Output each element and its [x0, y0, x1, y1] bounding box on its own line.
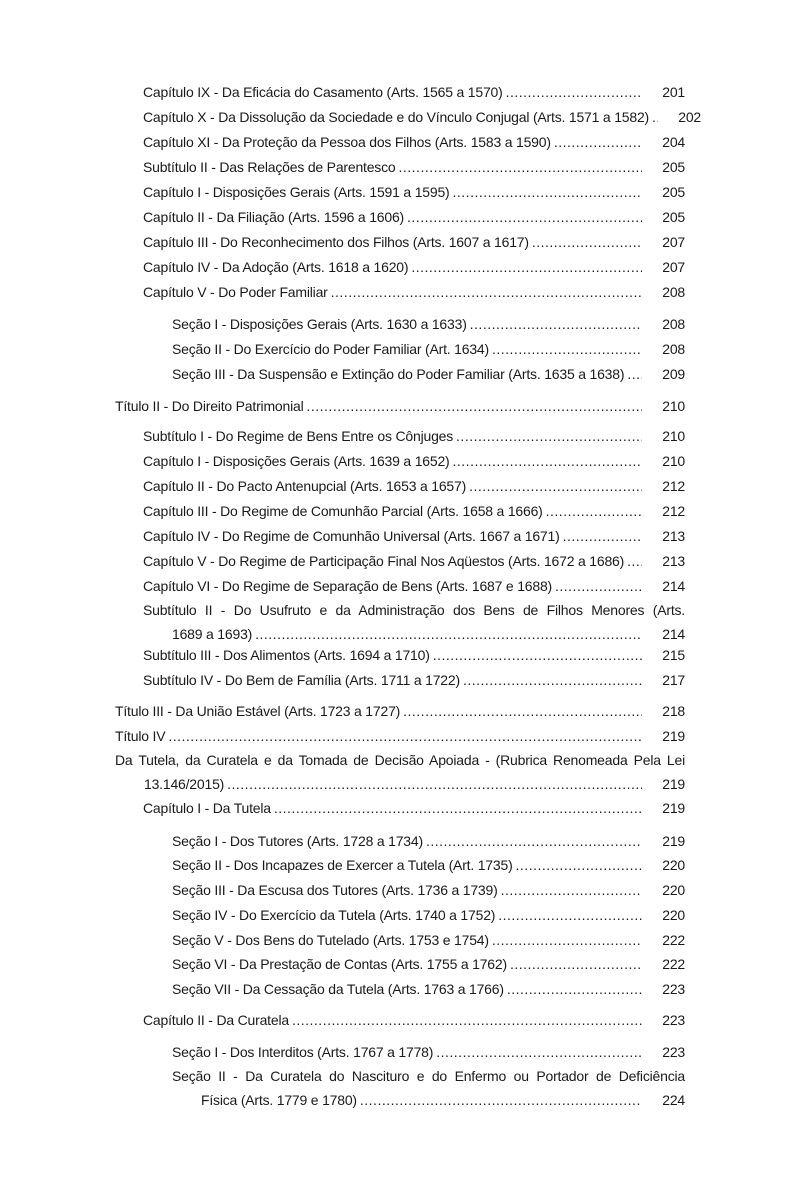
toc-entry[interactable] [172, 952, 685, 976]
toc-entry-title-continued: 1689 a 1693) [172, 626, 253, 642]
toc-page-number: 204 [662, 134, 685, 150]
dot-leader [168, 724, 642, 748]
toc-entry-title: Capítulo II - Da Curatela [143, 1012, 289, 1028]
toc-entry-title: Subtítulo IV - Do Bem de Família (Arts. 1711 a 1722) [143, 672, 460, 688]
toc-entry[interactable] [143, 280, 685, 304]
toc-entry-title: Título III - Da União Estável (Arts. 1723 a 1727) [115, 703, 401, 719]
toc-entry-title: Seção II - Dos Incapazes de Exercer a Tutela (Art. 1735) [172, 857, 513, 873]
dot-leader [403, 699, 642, 723]
toc-entry[interactable] [143, 155, 685, 179]
toc-entry[interactable] [143, 668, 685, 692]
toc-entry-title: Capítulo II - Do Pacto Antenupcial (Arts. 1653 a 1657) [143, 478, 467, 494]
toc-page-number: 223 [662, 1044, 685, 1060]
dot-leader [399, 155, 643, 179]
toc-entry[interactable] [115, 699, 685, 723]
toc-entry-title: Título IV [115, 728, 166, 744]
toc-entry[interactable] [172, 928, 685, 952]
toc-entry[interactable] [172, 977, 685, 1001]
toc-page-number: 208 [662, 341, 685, 357]
toc-entry-title: Capítulo XI - Da Proteção da Pessoa dos Filhos (Arts. 1583 a 1590) [143, 134, 551, 150]
toc-entry-title: Capítulo X - Da Dissolução da Sociedade e do Vínculo Conjugal (Arts. 1571 a 1582) [143, 109, 650, 125]
dot-leader [555, 574, 642, 598]
toc-entry-title: Subtítulo III - Dos Alimentos (Arts. 1694 a 1710) [143, 647, 430, 663]
toc-entry[interactable] [172, 337, 685, 361]
dot-leader [331, 280, 642, 304]
toc-page-number: 208 [662, 284, 685, 300]
toc-entry[interactable] [143, 474, 685, 498]
toc-entry[interactable] [172, 853, 685, 877]
toc-entry[interactable] [143, 80, 685, 104]
toc-page-number: 222 [662, 932, 685, 948]
toc-page-number: 220 [662, 857, 685, 873]
toc-entry-title: Seção VI - Da Prestação de Contas (Arts. 1755 a 1762) [172, 956, 507, 972]
toc-page-number: 205 [662, 209, 685, 225]
toc-entry[interactable] [143, 796, 685, 820]
toc-entry-title-continued: 13.146/2015) [144, 776, 225, 792]
toc-entry[interactable] [143, 130, 685, 154]
toc-entry[interactable] [172, 1040, 685, 1064]
toc-entry[interactable] [172, 829, 685, 853]
toc-entry[interactable] [143, 574, 685, 598]
toc-page-number: 210 [662, 398, 685, 414]
toc-page-number: 219 [662, 833, 685, 849]
toc-page-number: 214 [662, 626, 685, 642]
dot-leader [516, 853, 642, 877]
toc-entry-title: Capítulo V - Do Poder Familiar [143, 284, 328, 300]
dot-leader [532, 230, 642, 254]
dot-leader [227, 772, 642, 796]
dot-leader [292, 1008, 642, 1032]
toc-entry-title: Capítulo IV - Da Adoção (Arts. 1618 a 1620) [143, 259, 409, 275]
toc-page-number: 220 [662, 907, 685, 923]
dot-leader [463, 668, 642, 692]
dot-leader [498, 903, 642, 927]
toc-entry-title: Seção I - Dos Interditos (Arts. 1767 a 1778) [172, 1044, 434, 1060]
dot-leader [507, 977, 642, 1001]
toc-entry[interactable] [143, 598, 685, 646]
dot-leader [426, 829, 642, 853]
dot-leader [627, 362, 642, 386]
toc-entry-title: Subtítulo I - Do Regime de Bens Entre os Cônjuges [143, 428, 454, 444]
toc-entry[interactable] [143, 643, 685, 667]
toc-entry[interactable] [143, 524, 685, 548]
toc-entry-title: Capítulo I - Da Tutela [143, 800, 271, 816]
toc-page-number: 212 [662, 478, 685, 494]
dot-leader [546, 499, 642, 523]
toc-entry-title-continued: Física (Arts. 1779 e 1780) [201, 1092, 357, 1108]
toc-entry-title: Capítulo VI - Do Regime de Separação de Bens (Arts. 1687 e 1688) [143, 578, 552, 594]
toc-entry-title: Seção I - Dos Tutores (Arts. 1728 a 1734) [172, 833, 423, 849]
dot-leader [470, 312, 642, 336]
toc-page-number: 223 [662, 981, 685, 997]
dot-leader [453, 180, 642, 204]
dot-leader [506, 80, 642, 104]
toc-page-number: 213 [662, 553, 685, 569]
toc-entry-title: Seção I - Disposições Gerais (Arts. 1630 a 1633) [172, 316, 467, 332]
toc-entry[interactable] [115, 748, 685, 796]
dot-leader [274, 796, 642, 820]
toc-entry-title: Seção IV - Do Exercício da Tutela (Arts. 1740 a 1752) [172, 907, 496, 923]
dot-leader [433, 643, 642, 667]
toc-page-number: 224 [662, 1092, 685, 1108]
toc-entry-title: Seção V - Dos Bens do Tutelado (Arts. 1753 e 1754) [172, 932, 489, 948]
toc-entry-title: Seção VII - Da Cessação da Tutela (Arts. 1763 a 1766) [172, 981, 504, 997]
toc-entry-title: Capítulo I - Disposições Gerais (Arts. 1591 a 1595) [143, 184, 450, 200]
toc-entry-title: Capítulo IV - Do Regime de Comunhão Universal (Arts. 1667 a 1671) [143, 528, 560, 544]
toc-entry[interactable] [143, 205, 685, 229]
toc-entry-title: Capítulo I - Disposições Gerais (Arts. 1639 a 1652) [143, 453, 450, 469]
toc-page-number: 205 [662, 159, 685, 175]
toc-entry-title: Subtítulo II - Do Usufruto e da Administração dos Bens de Filhos Menores (Arts. [143, 602, 685, 618]
dot-leader [360, 1088, 642, 1112]
toc-entry[interactable] [172, 903, 685, 927]
toc-entry[interactable] [143, 499, 685, 523]
toc-page-number: 209 [662, 366, 685, 382]
toc-entry[interactable] [143, 255, 685, 279]
toc-page-number: 202 [678, 109, 702, 125]
toc-page-number: 222 [662, 956, 685, 972]
toc-entry[interactable] [143, 230, 685, 254]
dot-leader [469, 474, 642, 498]
dot-leader [411, 255, 642, 279]
toc-page-number: 210 [662, 453, 685, 469]
toc-page-number: 213 [662, 528, 685, 544]
toc-entry-title: Da Tutela, da Curatela e da Tomada de Decisão Apoiada - (Rubrica Renomeada Pela Lei [115, 752, 685, 768]
dot-leader [436, 1040, 642, 1064]
toc-page-number: 219 [662, 776, 685, 792]
toc-entry-title: Seção III - Da Escusa dos Tutores (Arts. 1736 a 1739) [172, 882, 498, 898]
toc-page-number: 218 [662, 703, 685, 719]
toc-page-number: 220 [662, 882, 685, 898]
dot-leader [501, 878, 642, 902]
toc-page-number: 207 [662, 234, 685, 250]
toc-page-number: 210 [662, 428, 685, 444]
toc-entry[interactable] [172, 878, 685, 902]
toc-entry[interactable] [143, 549, 685, 573]
toc-page-number: 212 [662, 503, 685, 519]
toc-page-number: 201 [662, 84, 685, 100]
toc-page-number: 205 [662, 184, 685, 200]
toc-entry-title: Subtítulo II - Das Relações de Parentesco [143, 159, 396, 175]
toc-entry[interactable] [143, 105, 702, 129]
toc-entry-title: Capítulo IX - Da Eficácia do Casamento (Arts. 1565 a 1570) [143, 84, 503, 100]
toc-page-number: 223 [662, 1012, 685, 1028]
toc-page-number: 219 [662, 728, 685, 744]
dot-leader [563, 524, 642, 548]
dot-leader [652, 105, 658, 129]
toc-entry-title: Seção III - Da Suspensão e Extinção do Poder Familiar (Arts. 1635 a 1638) [172, 366, 625, 382]
toc-entry[interactable] [143, 424, 685, 448]
toc-entry-title: Seção II - Da Curatela do Nascituro e do Enfermo ou Portador de Deficiência [172, 1068, 685, 1084]
toc-page-number: 208 [662, 316, 685, 332]
dot-leader [456, 424, 642, 448]
toc-entry[interactable] [172, 1064, 685, 1112]
toc-page-number: 219 [662, 800, 685, 816]
dot-leader [554, 130, 642, 154]
toc-page-number: 217 [662, 672, 685, 688]
toc-entry[interactable] [115, 394, 685, 418]
dot-leader [453, 449, 642, 473]
toc-entry-title: Título II - Do Direito Patrimonial [115, 398, 304, 414]
toc-page-number: 214 [662, 578, 685, 594]
toc-entry-title: Capítulo II - Da Filiação (Arts. 1596 a 1606) [143, 209, 405, 225]
toc-entry[interactable] [143, 1008, 685, 1032]
dot-leader [407, 205, 642, 229]
toc-entry-title: Capítulo III - Do Reconhecimento dos Filhos (Arts. 1607 a 1617) [143, 234, 529, 250]
toc-entry[interactable] [143, 449, 685, 473]
toc-entry[interactable] [143, 180, 685, 204]
dot-leader [492, 337, 642, 361]
toc-page-number: 207 [662, 259, 685, 275]
dot-leader [492, 928, 642, 952]
dot-leader [306, 394, 642, 418]
toc-entry[interactable] [172, 312, 685, 336]
toc-entry-title: Capítulo V - Do Regime de Participação Final Nos Aqüestos (Arts. 1672 a 1686) [143, 553, 625, 569]
dot-leader [510, 952, 642, 976]
toc-entry-title: Seção II - Do Exercício do Poder Familiar (Art. 1634) [172, 341, 489, 357]
dot-leader [627, 549, 642, 573]
toc-page-number: 215 [662, 647, 685, 663]
toc-entry[interactable] [172, 362, 685, 386]
toc-entry[interactable] [115, 724, 685, 748]
toc-entry-title: Capítulo III - Do Regime de Comunhão Parcial (Arts. 1658 a 1666) [143, 503, 543, 519]
